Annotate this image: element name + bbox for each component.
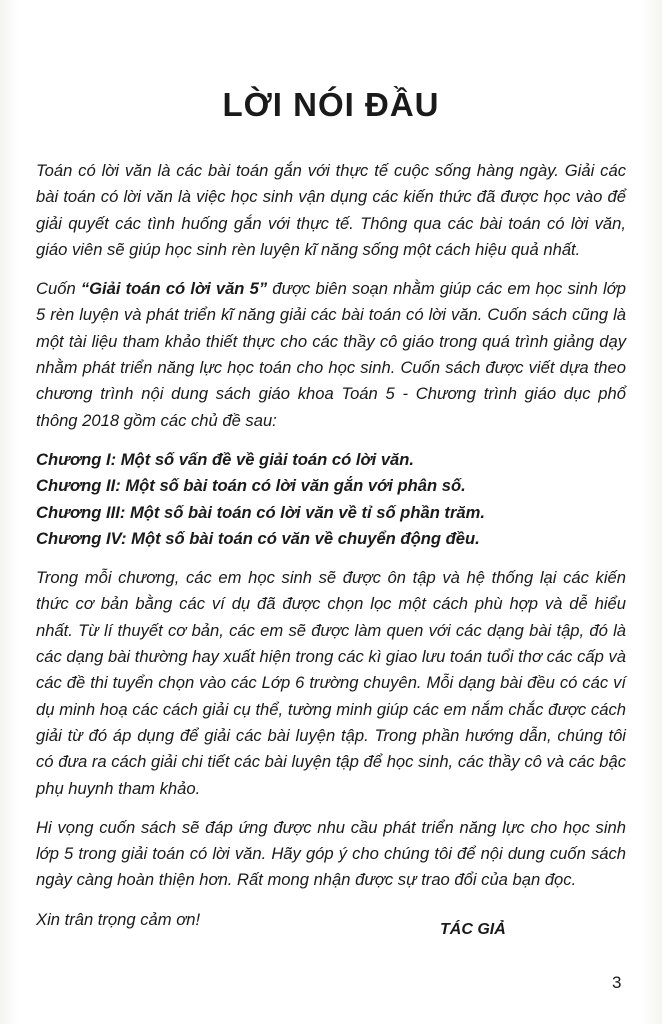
- chapter-list: [36, 447, 626, 552]
- book-title: “Giải toán có lời văn 5”: [80, 279, 268, 299]
- chapter-item: Chương III: Một số bài toán có lời văn về tỉ số phần trăm.: [36, 502, 486, 522]
- chapter-item: Chương I: Một số vấn đề về giải toán có lời văn.: [36, 449, 415, 469]
- paragraph-hope: Hi vọng cuốn sách sẽ đáp ứng được nhu cầu phát triển năng lực cho học sinh lớp 5 trong giải toán có lời văn. Hãy góp ý cho chúng tôi để nội dung cuốn sách ngày càng hoàn thiện hơn. Rất mong nhận được sự trao đổi của bạn đọc.: [36, 817, 626, 890]
- book-desc-body: được biên soạn nhằm giúp các em học sinh lớp 5 rèn luyện và phát triển kĩ năng giải các bài toán có lời văn. Cuốn sách cũng là một tài liệu tham khảo thiết thực cho các thầy cô giáo trong quá trình giảng dạy nhằm phát triển năng lực học toán cho học sinh. Cuốn sách được viết dựa theo chương trình nội dung sách giáo khoa Toán 5 - Chương trình giáo dục phổ thông 2018 gồm các chủ đề sau:: [36, 279, 626, 430]
- preface-body: [36, 158, 626, 933]
- chapter-item: Chương II: Một số bài toán có lời văn gắn với phân số.: [36, 476, 466, 496]
- book-desc-prefix: Cuốn: [36, 279, 81, 299]
- chapter-item: Chương IV: Một số bài toán có văn về chuyển động đều.: [36, 528, 480, 548]
- paragraph-methodology: Trong mỗi chương, các em học sinh sẽ được ôn tập và hệ thống lại các kiến thức cơ bản bằng các ví dụ đã được chọn lọc một cách phù hợp và dễ hiểu nhất. Từ lí thuyết cơ bản, các em sẽ được làm quen với các dạng bài tập, đó là các dạng bài thường hay xuất hiện trong các kì giao lưu toán tuổi thơ các cấp và các đề thi tuyển chọn vào các Lớp 6 trường chuyên. Mỗi dạng bài đều có các ví dụ minh hoạ các cách giải cụ thể, tường minh giúp các em nắm chắc được cách giải từ đó áp dụng để giải các bài luyện tập. Trong phần hướng dẫn, chúng tôi có đưa ra cách giải chi tiết các bài luyện tập để học sinh, các thầy cô và các bậc phụ huynh tham khảo.: [36, 568, 626, 798]
- paragraph-intro: Toán có lời văn là các bài toán gắn với thực tế cuộc sống hàng ngày. Giải các bài toán có lời văn là việc học sinh vận dụng các kiến thức đã được học vào để giải quyết các tình huống gắn với thực tế. Thông qua các bài toán có lời văn, giáo viên sẽ giúp học sinh rèn luyện kĩ năng sống một cách hiệu quả nhất.: [36, 161, 626, 259]
- author-signature: TÁC GIẢ: [440, 921, 506, 938]
- page-number: 3: [612, 973, 622, 992]
- page-title: LỜI NÓI ĐẦU: [222, 86, 440, 123]
- paragraph-book-description: [36, 276, 626, 434]
- closing-line: Xin trân trọng cảm ơn!: [36, 909, 201, 929]
